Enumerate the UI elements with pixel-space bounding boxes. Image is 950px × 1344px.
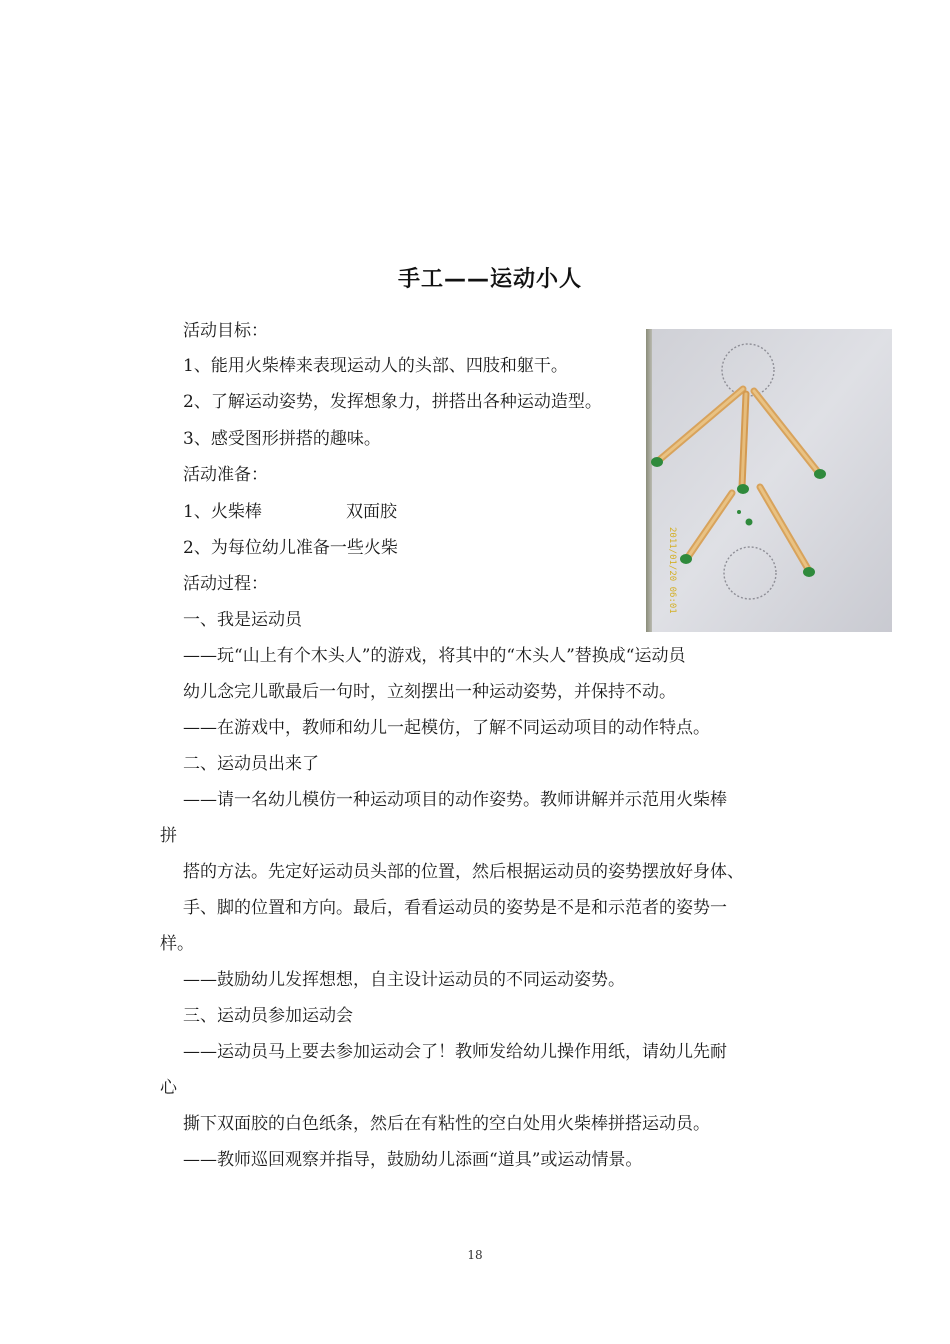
step-heading-1: 一、我是运动员	[183, 610, 302, 630]
section-heading-process: 活动过程：	[183, 574, 268, 594]
text-line: 2、为每位幼儿准备一些火柴	[183, 538, 398, 558]
text-line: 搭的方法。先定好运动员头部的位置，然后根据运动员的姿势摆放好身体、	[183, 862, 744, 882]
text-line: ——请一名幼儿模仿一种运动项目的动作姿势。教师讲解并示范用火柴棒	[183, 790, 727, 810]
text-line: 幼儿念完儿歌最后一句时，立刻摆出一种运动姿势，并保持不动。	[183, 682, 676, 702]
text-line: 1、火柴棒	[183, 502, 262, 522]
page-number: 18	[467, 1248, 483, 1262]
text-line: ——运动员马上要去参加运动会了！教师发给幼儿操作用纸，请幼儿先耐	[183, 1042, 727, 1062]
section-heading-preparation: 活动准备：	[183, 465, 268, 485]
text-line: 3、感受图形拼搭的趣味。	[183, 429, 381, 449]
text-line: 双面胶	[346, 502, 397, 522]
page-title: 手工——运动小人	[397, 267, 582, 292]
text-line: 手、脚的位置和方向。最后，看看运动员的姿势是不是和示范者的姿势一	[183, 898, 727, 918]
text-line: 心	[160, 1078, 177, 1098]
step-heading-2: 二、运动员出来了	[183, 754, 319, 774]
text-line: 2、了解运动姿势，发挥想象力，拼搭出各种运动造型。	[183, 392, 602, 412]
text-line: 样。	[160, 934, 194, 954]
step-heading-3: 三、运动员参加运动会	[183, 1006, 353, 1026]
text-line: 1、能用火柴棒来表现运动人的头部、四肢和躯干。	[183, 356, 568, 376]
text-line: ——玩“山上有个木头人”的游戏，将其中的“木头人”替换成“运动员	[183, 646, 686, 666]
matchstick-figure-photo	[646, 329, 892, 632]
photo-timestamp: 2011/01/20 06:01	[667, 527, 677, 614]
text-line: ——教师巡回观察并指导，鼓励幼儿添画“道具”或运动情景。	[183, 1150, 643, 1170]
text-line: ——鼓励幼儿发挥想想，自主设计运动员的不同运动姿势。	[183, 970, 625, 990]
text-line: 拼	[160, 826, 177, 846]
text-line: 撕下双面胶的白色纸条，然后在有粘性的空白处用火柴棒拼搭运动员。	[183, 1114, 710, 1134]
text-line: ——在游戏中，教师和幼儿一起模仿，了解不同运动项目的动作特点。	[183, 718, 710, 738]
section-heading-goals: 活动目标：	[183, 321, 268, 341]
